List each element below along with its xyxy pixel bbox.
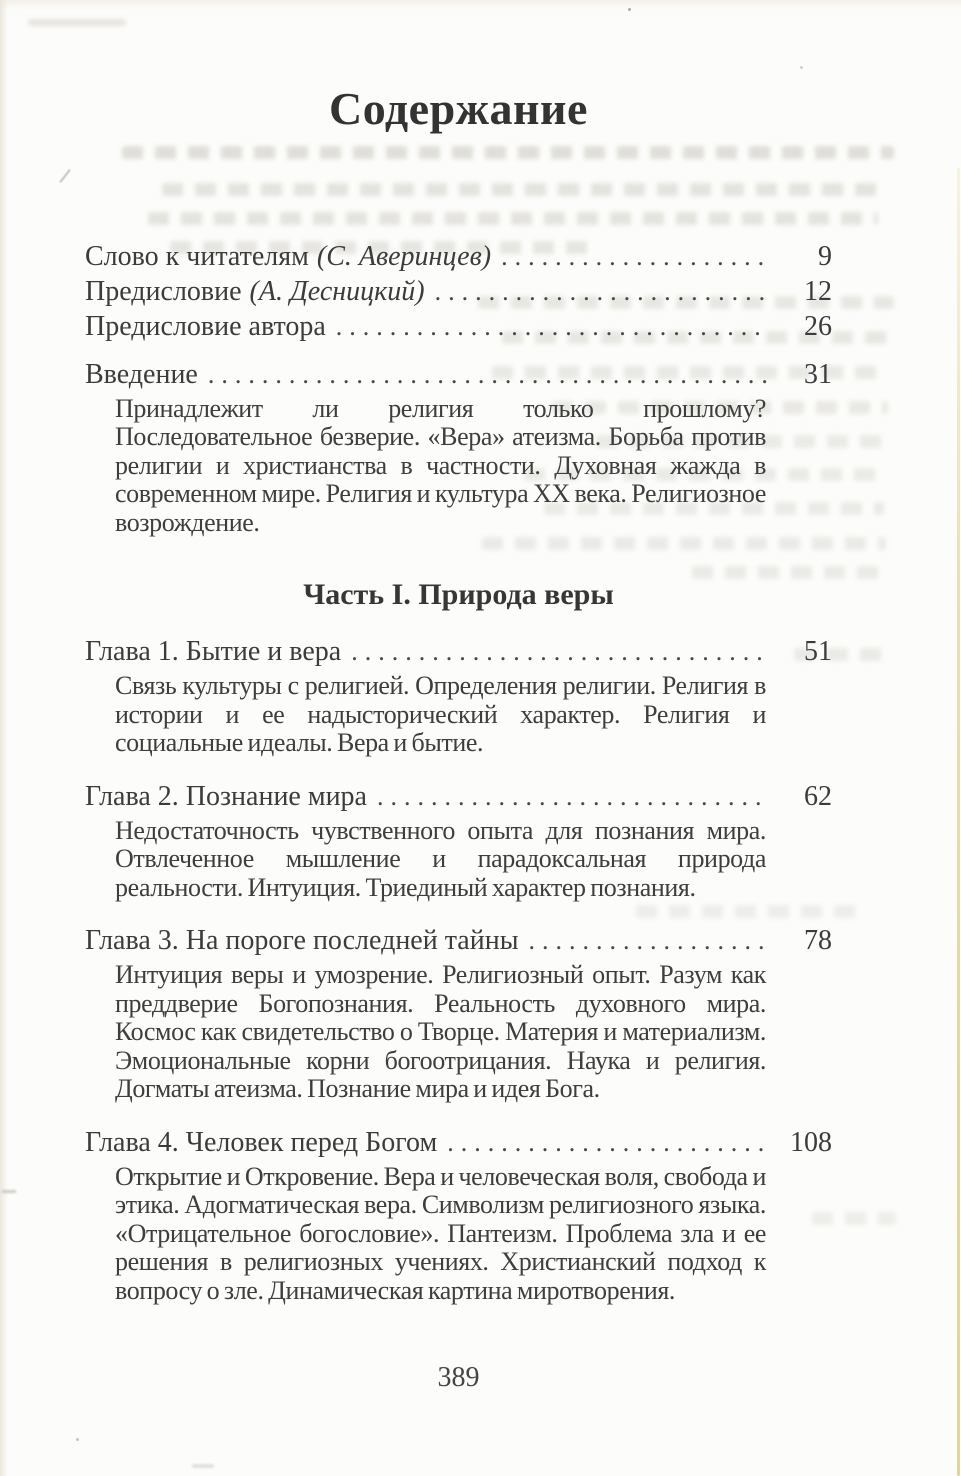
toc-entry-author: (С. Аверинцев) [316,240,492,272]
scan-speck [76,1438,79,1441]
toc-entry-page-number: 108 [790,1126,832,1158]
chapter-summary: Связь культуры с религией. Определения религии. Религия в истории и ее надысторический характер. Религия и социальные идеалы. Вера и бытие. [115,671,766,758]
toc-entry-label: Глава 1. Бытие и вера [85,636,342,668]
chapter-summary: Недостаточность чувственного опыта для познания мира. Отвлеченное мышление и парадоксальная природа реальности. Интуиция. Триединый характер познания. [115,815,766,902]
toc-entry [85,634,832,669]
toc-entry [85,1125,832,1160]
part-heading: Часть I. Природа веры [303,578,614,612]
folio-page-number: 389 [437,1362,480,1393]
toc-entry-page-number: 26 [804,310,832,342]
toc-entry [85,309,832,344]
toc-entry-label: Глава 2. Познание мира [85,780,367,812]
toc-entry-label: Предисловие автора [85,310,326,342]
front-matter-list [85,239,832,344]
chapter-entry [85,923,832,1104]
toc-content [85,0,832,1305]
toc-entry-label: Глава 4. Человек перед Богом [85,1126,438,1158]
toc-entry-page-number: 51 [804,636,832,668]
chapter-entry [85,634,832,758]
toc-entry-page-number: 31 [804,358,832,390]
toc-entry [85,274,832,309]
toc-entry [85,357,832,392]
toc-entry [85,239,832,274]
dot-leader [377,779,768,814]
chapter-entry [85,779,832,903]
toc-entry-label: Слово к читателям [85,240,309,272]
page-title: Содержание [329,83,588,134]
page-edge-left [0,0,8,1476]
introduction-entry [85,357,832,538]
chapter-entry [85,1125,832,1306]
dot-leader [336,309,768,344]
toc-entry [85,779,832,814]
dot-leader [351,634,768,669]
toc-entry-page-number: 12 [804,275,832,307]
introduction-summary: Принадлежит ли религия только прошлому? Последовательное безверие. «Вера» атеизма. Борьба против религии и христианства в частности. Духовная жажда в современном мире. Религия и культура XX века. Религиозное возрождение. [115,393,766,537]
toc-entry [85,923,832,958]
toc-entry-label: Глава 3. На пороге последней тайны [85,925,519,957]
dot-leader [529,923,768,958]
page-edge-binding-line [957,168,960,1476]
dot-leader [435,274,768,309]
dot-leader [208,357,768,392]
toc-entry-page-number: 62 [804,780,832,812]
chapter-summary: Интуиция веры и умозрение. Религиозный опыт. Разум как преддверие Богопознания. Реальность духовного мира. Космос как свидетельство о Творце. Материя и материализм. Эмоциональные корни богоотрицания. Наука и религия. Догматы атеизма. Познание мира и идея Бога. [115,960,766,1104]
scan-speck [192,1464,214,1468]
dot-leader [501,239,768,274]
toc-entry-author: (А. Десницкий) [249,275,425,307]
scan-mark [2,1190,16,1193]
dot-leader [447,1125,768,1160]
toc-entry-page-number: 9 [818,240,832,272]
toc-entry-label: Введение [85,358,198,390]
scan-scratch [59,169,70,183]
toc-entry-label: Предисловие [85,275,242,307]
toc-entry-page-number: 78 [804,925,832,957]
chapter-summary: Открытие и Откровение. Вера и человеческая воля, свобода и этика. Адогматическая вера. Символизм религиозного языка. «Отрицательное богословие». Пантеизм. Проблема зла и ее решения в религиозных учениях. Христианский подход к вопросу о зле. Динамическая картина миротворения. [115,1161,766,1305]
